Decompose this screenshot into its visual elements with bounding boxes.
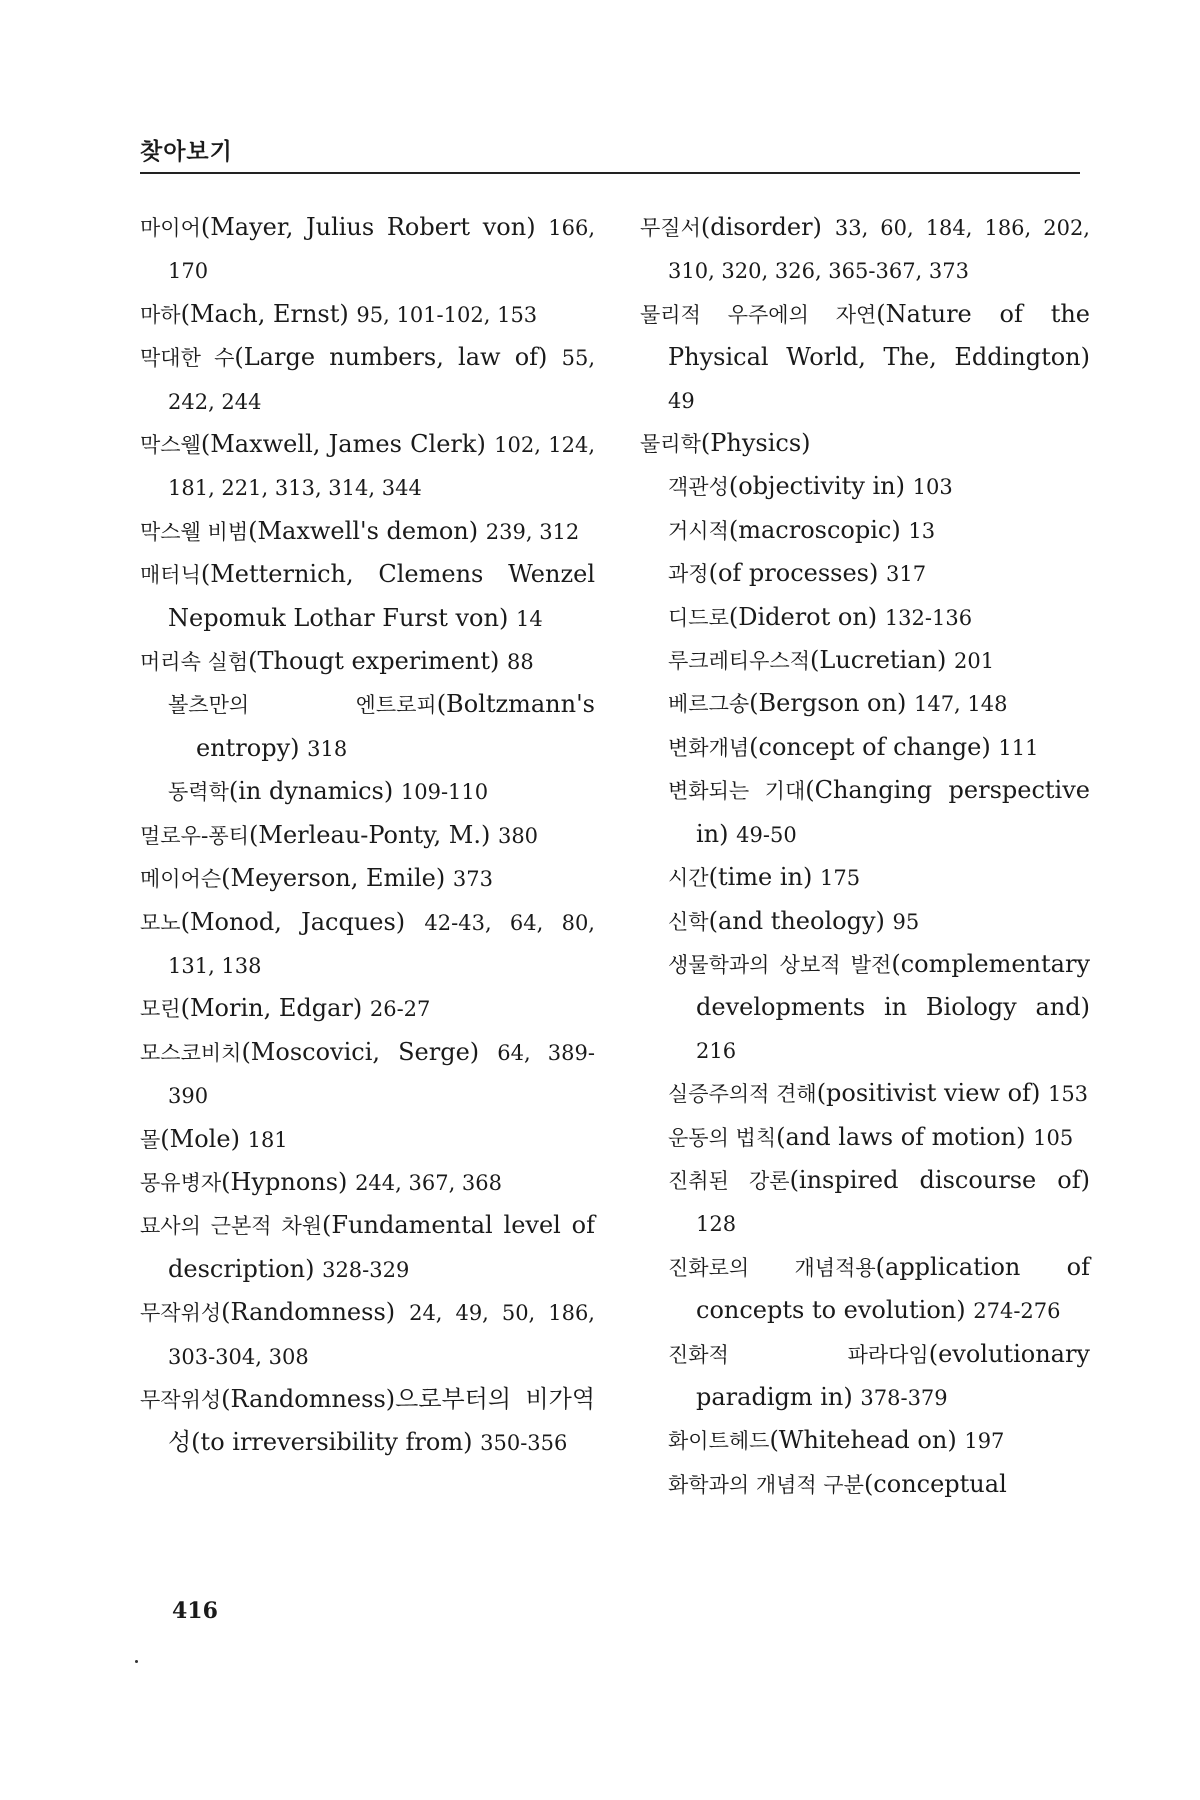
entry-english-term: (macroscopic) (728, 515, 901, 544)
entry-english-term: (Moscovici, Serge) (241, 1037, 480, 1066)
index-subentry (640, 1159, 1090, 1246)
page-header (140, 133, 1080, 174)
entry-page-refs: 201 (953, 649, 995, 674)
index-entry (140, 510, 595, 553)
entry-english-term: (positivist view of) (816, 1079, 1041, 1108)
index-column-left (140, 206, 595, 1465)
entry-english-term: (complementary developments in Biology and) (696, 949, 1090, 1022)
entry-english-term: (Meyerson, Emile) (221, 864, 446, 893)
entry-korean-term: 물리학 (640, 432, 701, 457)
entry-page-refs: 109-110 (400, 780, 489, 805)
index-subentry (640, 465, 1090, 508)
scan-speck (135, 1660, 138, 1663)
entry-english-term: (disorder) (700, 213, 822, 241)
entry-english-term: (and theology) (708, 906, 885, 935)
entry-korean-term: 묘사의 근본적 차원 (140, 1214, 323, 1239)
entry-korean-term: 실증주의적 견해 (668, 1082, 817, 1107)
entry-page-refs: 166, 170 (168, 216, 595, 284)
entry-page-refs: 95 (892, 909, 920, 934)
entry-page-refs: 26-27 (369, 997, 431, 1022)
entry-korean-term: 무작위성 (140, 1301, 222, 1326)
index-subentry (640, 639, 1090, 682)
entry-english-term: (Physics) (700, 429, 811, 458)
entry-page-refs: 378-379 (860, 1385, 948, 1410)
index-entry (140, 336, 595, 423)
index-subentry (640, 1116, 1090, 1159)
entry-english-term: (and laws of motion) (776, 1122, 1026, 1151)
entry-page-refs: 13 (908, 518, 936, 543)
entry-page-refs: 318 (307, 736, 348, 761)
index-subentry (140, 683, 595, 770)
entry-english-term: (Mach, Ernst) (180, 299, 349, 328)
entry-korean-term: 메이어슨 (140, 867, 222, 892)
entry-korean-term: 몰 (140, 1127, 161, 1152)
entry-english-term: (application of concepts to evolution) (696, 1252, 1090, 1325)
entry-korean-term: 변화되는 기대 (668, 779, 806, 804)
entry-english-term: (Metternich, Clemens Wenzel Nepomuk Lothar Furst von) (168, 560, 595, 632)
entry-english-term: (Morin, Edgar) (180, 994, 363, 1023)
entry-korean-term: 신학 (668, 909, 709, 934)
entry-korean-term: 생물학과의 상보적 발전 (668, 952, 892, 977)
entry-page-refs: 132-136 (884, 605, 973, 630)
entry-korean-term: 거시적 (668, 518, 729, 543)
entry-page-refs: 24, 49, 50, 186, 303-304, 308 (168, 1301, 595, 1369)
index-entry (140, 1118, 595, 1161)
entry-page-refs: 14 (515, 606, 543, 631)
index-entry (640, 206, 1090, 293)
index-entry (140, 814, 595, 857)
index-entry (640, 422, 1090, 465)
entry-korean-term: 진화로의 개념적용 (668, 1255, 876, 1280)
entry-page-refs: 239, 312 (485, 519, 580, 544)
entry-page-refs: 102, 124, 181, 221, 313, 314, 344 (168, 433, 595, 501)
index-entry (140, 423, 595, 510)
entry-english-term: (objectivity in) (728, 472, 906, 501)
entry-page-refs: 49 (668, 388, 695, 413)
index-subentry (640, 682, 1090, 725)
entry-korean-term: 막스웰 비범 (140, 519, 249, 544)
entry-english-term: (Merleau-Ponty, M.) (249, 820, 491, 849)
entry-page-refs: 128 (696, 1212, 737, 1237)
entry-english-term: (conceptual (863, 1469, 1007, 1498)
entry-korean-term: 화이트헤드 (668, 1429, 770, 1454)
index-entry (140, 1161, 595, 1204)
entry-korean-term: 변화개념 (668, 735, 750, 760)
index-subentry (640, 769, 1090, 856)
entry-english-term: (Randomness) (221, 1298, 396, 1327)
entry-english-term: (evolutionary paradigm in) (696, 1339, 1090, 1411)
index-subentry (640, 1246, 1090, 1333)
index-subentry (640, 552, 1090, 595)
entry-korean-term: 볼츠만의 엔트로피 (168, 693, 437, 718)
entry-english-term: (inspired discourse of) (789, 1165, 1090, 1194)
entry-english-term: (of processes) (708, 559, 879, 588)
index-entry (140, 1204, 595, 1291)
entry-english-term: (Mayer, Julius Robert von) (200, 213, 536, 241)
entry-korean-term: 무작위성 (140, 1387, 222, 1412)
entry-english-term: (Thougt experiment) (248, 647, 500, 676)
entry-korean-term: 디드로 (668, 605, 729, 630)
entry-page-refs: 216 (696, 1038, 737, 1063)
entry-korean-term: 머리속 실험 (140, 650, 249, 675)
entry-korean-term: 몽유병자 (140, 1170, 222, 1195)
entry-english-term: (Diderot on) (728, 602, 878, 631)
entry-korean-term: 운동의 법칙 (668, 1125, 777, 1150)
index-subentry (640, 1072, 1090, 1115)
entry-english-term: (Lucretian) (810, 646, 947, 675)
index-entry (140, 1378, 595, 1465)
entry-page-refs: 33, 60, 184, 186, 202, 310, 320, 326, 365-367, 373 (668, 216, 1090, 284)
index-entry (140, 206, 595, 293)
index-entry (140, 1031, 595, 1118)
entry-page-refs: 147, 148 (913, 692, 1008, 717)
entry-english-term: (in dynamics) (228, 777, 394, 806)
entry-korean-term: 마이어 (140, 216, 201, 240)
entry-korean-term: 화학과의 개념적 구분 (668, 1472, 864, 1497)
entry-korean-term: 막스웰 (140, 433, 201, 458)
entry-page-refs: 42-43, 64, 80, 131, 138 (168, 910, 595, 978)
entry-korean-term: 모스코비치 (140, 1040, 242, 1065)
entry-page-refs: 317 (886, 562, 927, 587)
entry-english-term: (Changing perspective in) (696, 776, 1090, 848)
entry-korean-term: 멀로우-퐁티 (140, 823, 250, 848)
entry-korean-term: 막대한 수 (140, 346, 235, 371)
index-entry (140, 640, 595, 683)
entry-english-term: (Boltzmann's entropy) (196, 690, 595, 762)
entry-page-refs: 55, 242, 244 (168, 346, 595, 414)
index-subentry (640, 1333, 1090, 1420)
entry-korean-term: 물리적 우주에의 자연 (640, 302, 877, 327)
index-subentry (140, 770, 595, 813)
entry-page-refs: 244, 367, 368 (355, 1170, 503, 1195)
index-subentry (640, 856, 1090, 899)
entry-korean-term: 과정 (668, 562, 709, 587)
index-subentry (640, 726, 1090, 769)
entry-korean-term: 진취된 강론 (668, 1168, 790, 1193)
index-subentry (640, 596, 1090, 639)
index-subentry (640, 1419, 1090, 1462)
entry-korean-term: 모린 (140, 997, 181, 1022)
entry-english-term: (time in) (708, 863, 813, 892)
index-subentry (640, 943, 1090, 1072)
index-subentry (640, 900, 1090, 943)
entry-korean-term: 시간 (668, 866, 709, 891)
index-subentry (640, 1463, 1090, 1506)
entry-english-term: (Whitehead on) (769, 1426, 957, 1455)
index-entry (140, 1291, 595, 1378)
index-subentry (640, 509, 1090, 552)
entry-page-refs: 328-329 (322, 1257, 410, 1282)
entry-page-refs: 350-356 (480, 1431, 568, 1456)
entry-korean-term: 루크레티우스적 (668, 649, 811, 674)
index-entry (140, 293, 595, 336)
entry-korean-term: 모노 (140, 910, 181, 935)
entry-page-refs: 274-276 (973, 1299, 1061, 1324)
page-number: 416 (172, 1598, 218, 1624)
entry-english-term: (Nature of the Physical World, The, Eddington) (668, 299, 1090, 372)
entry-english-term: (Randomness)으로부터의 비가역성(to irreversibility from) (168, 1384, 595, 1457)
entry-korean-term: 매터닉 (140, 563, 201, 588)
entry-english-term: (Large numbers, law of) (234, 343, 548, 372)
entry-page-refs: 111 (998, 735, 1039, 760)
entry-page-refs: 105 (1033, 1125, 1074, 1150)
entry-korean-term: 객관성 (668, 475, 729, 500)
entry-english-term: (Fundamental level of description) (168, 1211, 595, 1283)
entry-page-refs: 88 (507, 650, 534, 675)
entry-english-term: (Hypnons) (221, 1167, 348, 1196)
entry-korean-term: 마하 (140, 302, 181, 327)
page-title: 찾아보기 (140, 139, 233, 165)
entry-page-refs: 49-50 (736, 822, 797, 847)
entry-page-refs: 197 (964, 1429, 1005, 1454)
entry-page-refs: 373 (452, 867, 493, 892)
entry-page-refs: 64, 389-390 (168, 1040, 595, 1109)
index-entry (140, 553, 595, 640)
index-entry (140, 857, 595, 900)
entry-page-refs: 175 (820, 866, 861, 891)
entry-korean-term: 동력학 (168, 780, 229, 805)
entry-korean-term: 무질서 (640, 216, 701, 240)
index-entry (140, 901, 595, 988)
entry-korean-term: 진화적 파라다임 (668, 1342, 929, 1367)
index-entry (640, 293, 1090, 422)
entry-english-term: (concept of change) (749, 732, 991, 761)
entry-page-refs: 103 (912, 475, 953, 500)
entry-korean-term: 베르그송 (668, 692, 750, 717)
index-column-right (640, 206, 1090, 1506)
entry-page-refs: 380 (497, 823, 539, 848)
entry-page-refs: 181 (247, 1127, 288, 1152)
entry-english-term: (Maxwell, James Clerk) (200, 430, 486, 459)
entry-english-term: (Maxwell's demon) (248, 516, 479, 545)
entry-english-term: (Monod, Jacques) (180, 907, 406, 936)
entry-page-refs: 153 (1047, 1082, 1089, 1107)
entry-page-refs: 95, 101-102, 153 (356, 302, 538, 327)
entry-english-term: (Mole) (160, 1124, 240, 1153)
index-entry (140, 987, 595, 1030)
entry-english-term: (Bergson on) (749, 689, 907, 718)
